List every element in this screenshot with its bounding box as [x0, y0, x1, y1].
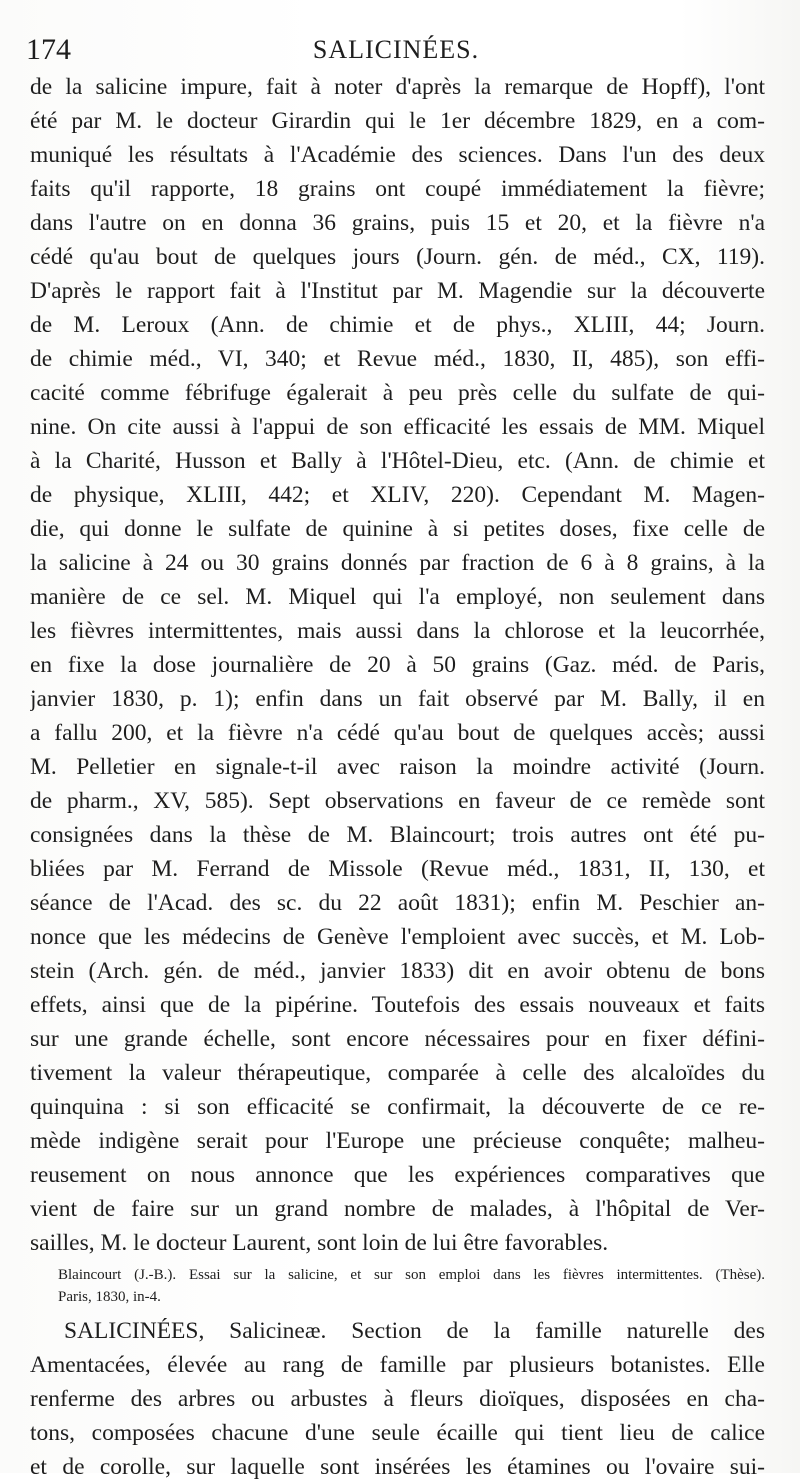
- text-line: les fièvres intermittentes, mais aussi dans la chlorose et la leucorrhée,: [30, 618, 765, 644]
- text-line: quinquina : si son efficacité se confirmait, la découverte de ce re-: [30, 1094, 765, 1120]
- text-line: janvier 1830, p. 1); enfin dans un fait observé par M. Bally, il en: [30, 686, 765, 712]
- text-line: sailles, M. le docteur Laurent, sont loin de lui être favorables.: [30, 1230, 609, 1256]
- text-line: dans l'autre on en donna 36 grains, puis 15 et 20, et la fièvre n'a: [30, 210, 765, 236]
- text-line: D'après le rapport fait à l'Institut par M. Magendie sur la découverte: [30, 278, 765, 304]
- text-line: Amentacées, élevée au rang de famille par plusieurs botanistes. Elle: [30, 1352, 765, 1378]
- text-line: de la salicine impure, fait à noter d'après la remarque de Hopff), l'ont: [30, 74, 765, 100]
- text-line: de chimie méd., VI, 340; et Revue méd., 1830, II, 485), son effi-: [30, 346, 765, 372]
- text-line: reusement on nous annonce que les expériences comparatives que: [30, 1162, 765, 1188]
- dictionary-entry: [30, 1314, 765, 1484]
- page-number: 174: [26, 33, 71, 66]
- text-line: de pharm., XV, 585). Sept observations en faveur de ce remède sont: [30, 788, 765, 814]
- text-line: la salicine à 24 ou 30 grains donnés par fraction de 6 à 8 grains, à la: [30, 550, 765, 576]
- text-line: nonce que les médecins de Genève l'emploient avec succès, et M. Lob-: [30, 924, 765, 950]
- running-head: SALICINÉES.: [312, 35, 480, 64]
- text-line: manière de ce sel. M. Miquel qui l'a employé, non seulement dans: [30, 584, 765, 610]
- page-header: [26, 30, 766, 70]
- text-line: sur une grande échelle, sont encore nécessaires pour en fixer défini-: [30, 1026, 765, 1052]
- text-line: renferme des arbres ou arbustes à fleurs dioïques, disposées en cha-: [30, 1386, 765, 1412]
- bibliography-line: Paris, 1830, in-4.: [58, 1289, 161, 1305]
- text-line: M. Pelletier en signale-t-il avec raison la moindre activité (Journ.: [30, 754, 765, 780]
- text-line: en fixe la dose journalière de 20 à 50 grains (Gaz. méd. de Paris,: [30, 652, 765, 678]
- bibliography-line: Blaincourt (J.-B.). Essai sur la salicine, et sur son emploi dans les fièvres intermittentes. (Thèse).: [58, 1267, 765, 1283]
- text-line: cacité comme fébrifuge égalerait à peu près celle du sulfate de qui-: [30, 380, 765, 406]
- text-line: de physique, XLIII, 442; et XLIV, 220). Cependant M. Magen-: [30, 482, 765, 508]
- text-line: die, qui donne le sulfate de quinine à si petites doses, fixe celle de: [30, 516, 765, 542]
- text-line: nine. On cite aussi à l'appui de son efficacité les essais de MM. Miquel: [30, 414, 765, 440]
- text-line: consignées dans la thèse de M. Blaincourt; trois autres ont été pu-: [30, 822, 765, 848]
- body-text: [30, 70, 765, 1484]
- text-line: mède indigène serait pour l'Europe une précieuse conquête; malheu-: [30, 1128, 765, 1154]
- text-line: tivement la valeur thérapeutique, comparée à celle des alcaloïdes du: [30, 1060, 765, 1086]
- text-line: effets, ainsi que de la pipérine. Toutefois des essais nouveaux et faits: [30, 992, 765, 1018]
- text-line: de M. Leroux (Ann. de chimie et de phys., XLIII, 44; Journ.: [30, 312, 765, 338]
- text-line: été par M. le docteur Girardin qui le 1er décembre 1829, en a com-: [30, 108, 765, 134]
- bibliography-note: [30, 1264, 765, 1308]
- text-line: séance de l'Acad. des sc. du 22 août 1831); enfin M. Peschier an-: [30, 890, 765, 916]
- text-line: tons, composées chacune d'une seule écaille qui tient lieu de calice: [30, 1420, 765, 1446]
- main-paragraph: [30, 70, 765, 1260]
- text-line: et de corolle, sur laquelle sont insérées les étamines ou l'ovaire sui-: [30, 1454, 765, 1480]
- text-line: SALICINÉES, Salicineæ. Section de la famille naturelle des: [64, 1318, 765, 1344]
- text-line: cédé qu'au bout de quelques jours (Journ. gén. de méd., CX, 119).: [30, 244, 765, 270]
- text-line: muniqué les résultats à l'Académie des sciences. Dans l'un des deux: [30, 142, 765, 168]
- text-line: à la Charité, Husson et Bally à l'Hôtel-Dieu, etc. (Ann. de chimie et: [30, 448, 765, 474]
- text-line: bliées par M. Ferrand de Missole (Revue méd., 1831, II, 130, et: [30, 856, 765, 882]
- text-line: stein (Arch. gén. de méd., janvier 1833) dit en avoir obtenu de bons: [30, 958, 765, 984]
- text-line: vient de faire sur un grand nombre de malades, à l'hôpital de Ver-: [30, 1196, 765, 1222]
- text-line: faits qu'il rapporte, 18 grains ont coupé immédiatement la fièvre;: [30, 176, 765, 202]
- text-line: a fallu 200, et la fièvre n'a cédé qu'au bout de quelques accès; aussi: [30, 720, 765, 746]
